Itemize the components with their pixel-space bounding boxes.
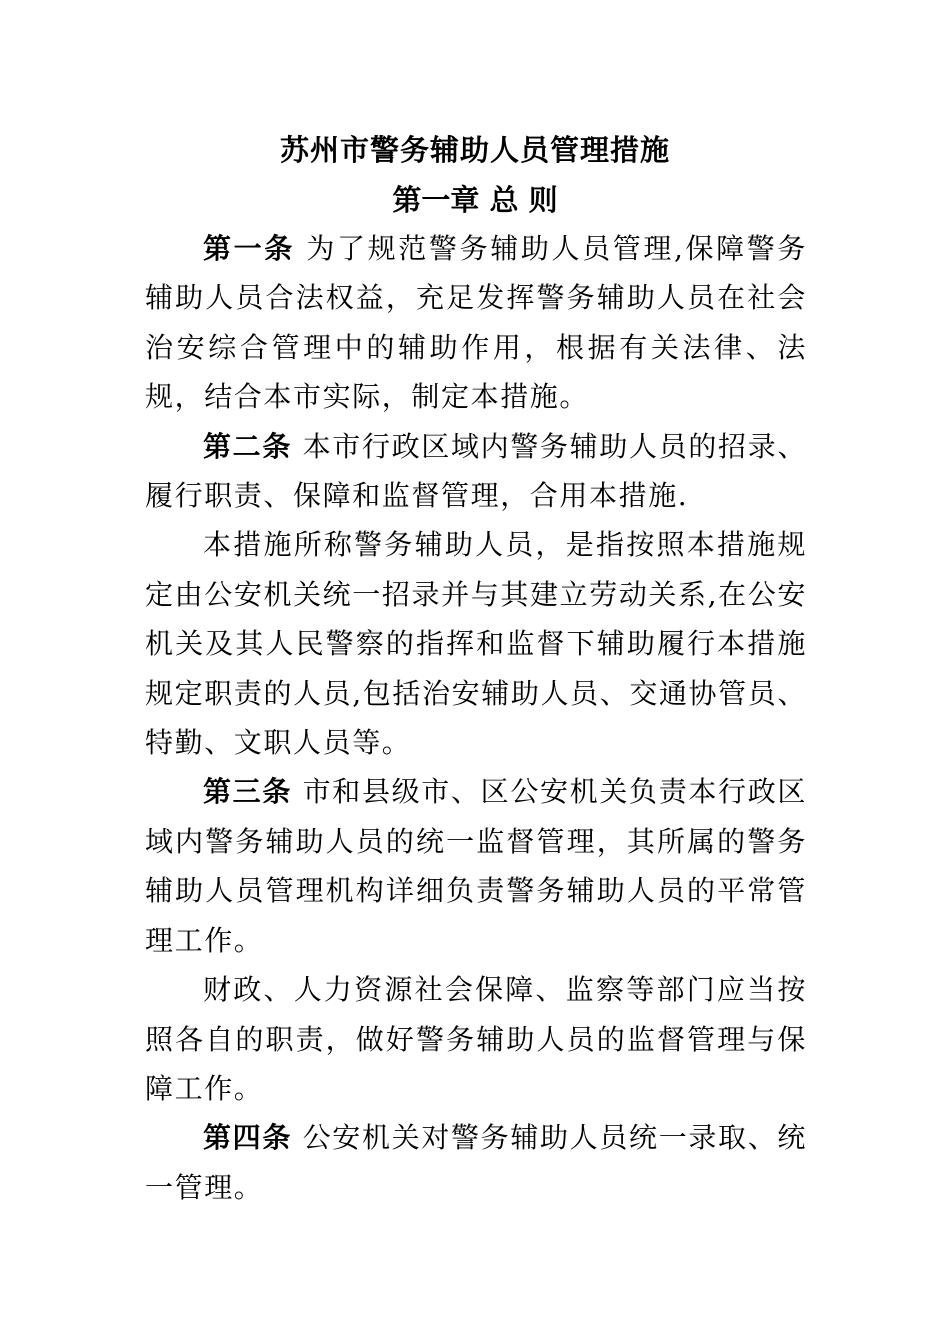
paragraph-article-4	[145, 1113, 807, 1212]
paragraph-article-3	[145, 767, 807, 965]
paragraph-text: 市和县级市、区公安机关负责本行政区域内警务辅助人员的统一监督管理，其所属的警务辅助人员管理机构详细负责警务辅助人员的平常管理工作。	[145, 775, 807, 957]
document-body	[145, 224, 807, 1212]
paragraph-text: 财政、人力资源社会保障、监察等部门应当按照各自的职责，做好警务辅助人员的监督管理与保障工作。	[145, 973, 807, 1105]
paragraph-article-2	[145, 422, 807, 521]
paragraph-text: 为了规范警务辅助人员管理,保障警务辅助人员合法权益，充足发挥警务辅助人员在社会治安综合管理中的辅助作用，根据有关法律、法规，结合本市实际，制定本措施。	[145, 232, 807, 414]
paragraph-text: 公安机关对警务辅助人员统一录取、统一管理。	[145, 1121, 807, 1204]
paragraph-article-2-definition	[145, 520, 807, 767]
article-number: 第二条	[203, 429, 293, 463]
paragraph-text: 本市行政区域内警务辅助人员的招录、履行职责、保障和监督管理，合用本措施.	[145, 429, 807, 513]
chapter-heading: 第一章 总 则	[392, 183, 558, 217]
paragraph-text: 本措施所称警务辅助人员，是指按照本措施规定由公安机关统一招录并与其建立劳动关系,在公安机关及其人民警察的指挥和监督下辅助履行本措施规定职责的人员,包括治安辅助人员、交通协管员、特勤、文职人员等。	[145, 528, 807, 760]
document-title: 苏州市警务辅助人员管理措施	[279, 133, 670, 167]
article-number: 第四条	[203, 1121, 293, 1155]
article-number: 第三条	[203, 775, 293, 809]
paragraph-article-3-departments	[145, 965, 807, 1113]
paragraph-article-1	[145, 224, 807, 422]
article-number: 第一条	[203, 232, 295, 265]
